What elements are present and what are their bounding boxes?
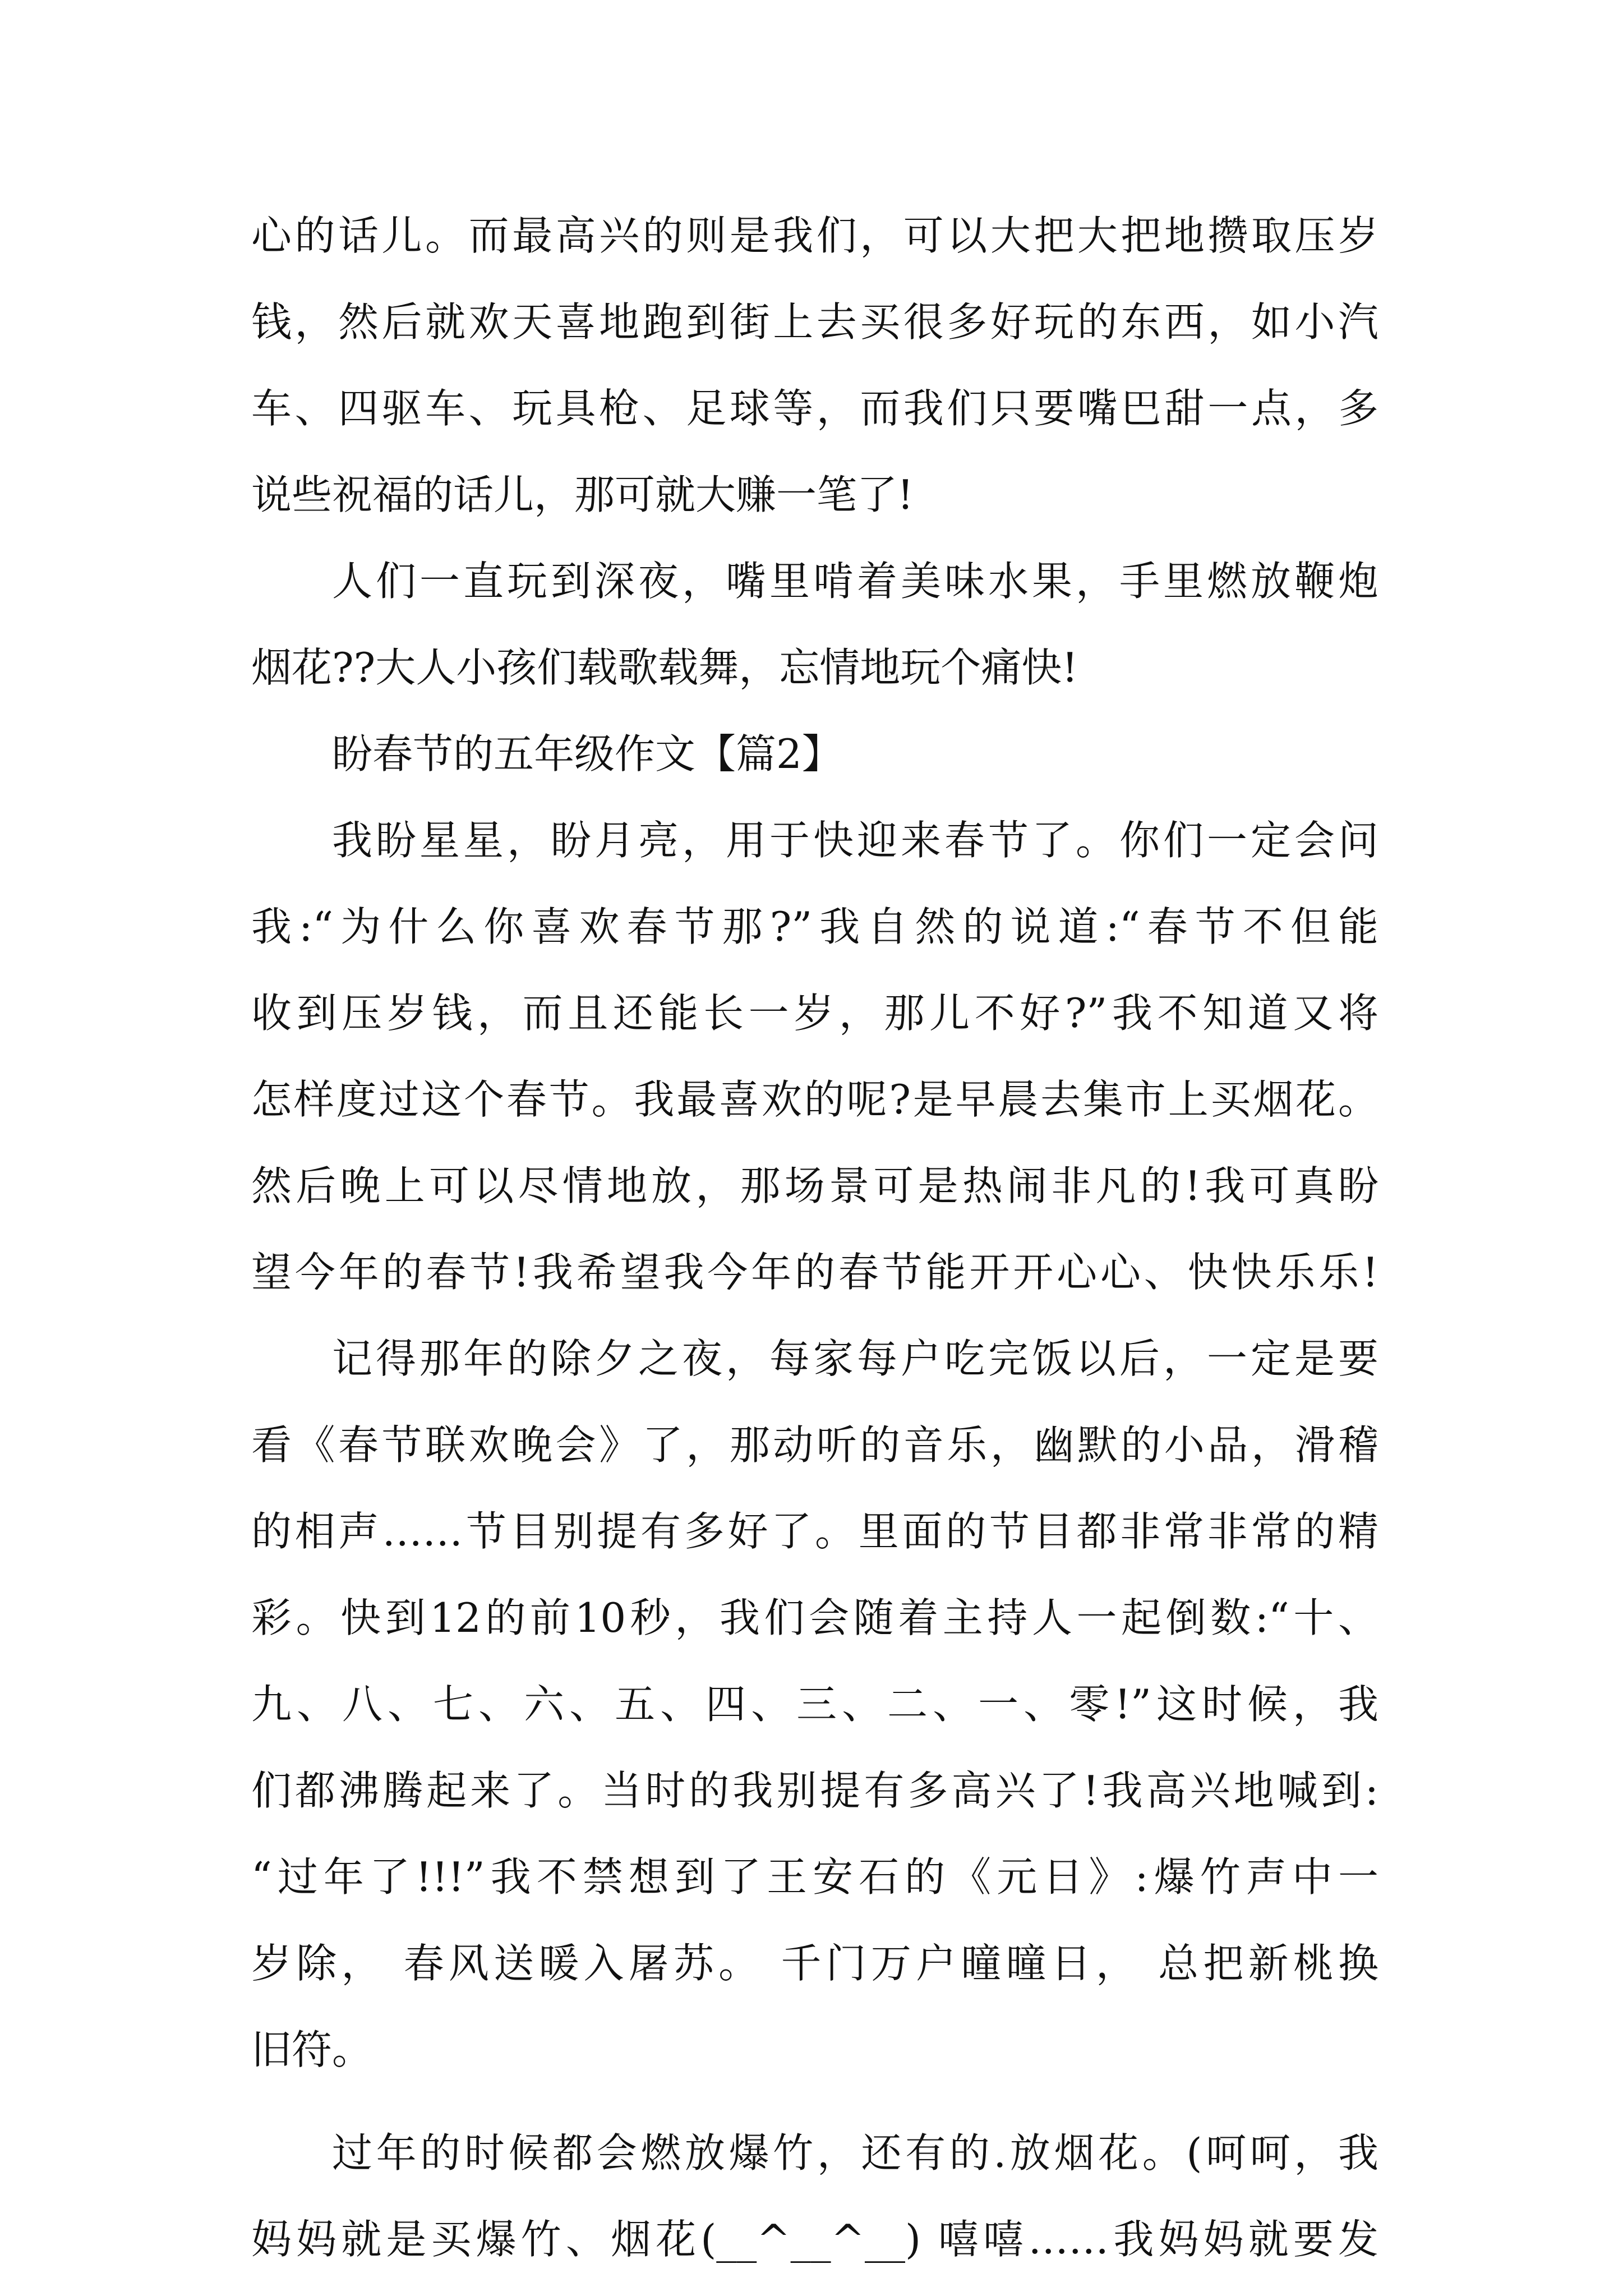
text-line: 看《春节联欢晚会》了，那动听的音乐，幽默的小品，滑稽	[251, 1421, 1378, 1469]
text-line: 过年的时候都会燃放爆竹，还有的.放烟花。(呵呵，我	[332, 2129, 1378, 2177]
text-line: 车、四驱车、玩具枪、足球等，而我们只要嘴巴甜一点，多	[251, 385, 1378, 432]
text-line: 的相声……节目别提有多好了。里面的节目都非常非常的精	[251, 1508, 1378, 1555]
text-line: 人们一直玩到深夜，嘴里啃着美味水果，手里燃放鞭炮	[332, 558, 1378, 605]
text-line: 岁除， 春风送暖入屠苏。 千门万户曈曈日， 总把新桃换	[251, 1940, 1378, 1987]
text-line: 收到压岁钱，而且还能长一岁，那儿不好?”我不知道又将	[251, 990, 1378, 1037]
text-line: 我盼星星，盼月亮，用于快迎来春节了。你们一定会问	[332, 817, 1378, 864]
text-line: 旧符。	[251, 2026, 373, 2073]
text-line: 彩。快到12的前10秒，我们会随着主持人一起倒数:“十、	[251, 1594, 1378, 1641]
text-line: 心的话儿。而最高兴的则是我们，可以大把大把地攒取压岁	[251, 212, 1378, 259]
text-line: 说些祝福的话儿，那可就大赚一笔了!	[251, 471, 914, 518]
text-line: 望今年的春节!我希望我今年的春节能开开心心、快快乐乐!	[251, 1249, 1378, 1296]
text-line: 钱，然后就欢天喜地跑到街上去买很多好玩的东西，如小汽	[251, 298, 1378, 346]
text-line: 然后晚上可以尽情地放，那场景可是热闹非凡的!我可真盼	[251, 1162, 1378, 1209]
text-line: 记得那年的除夕之夜，每家每户吃完饭以后，一定是要	[332, 1335, 1378, 1382]
text-line: 九、八、七、六、五、四、三、二、一、零!”这时候，我	[251, 1681, 1378, 1728]
text-line: 怎样度过这个春节。我最喜欢的呢?是早晨去集市上买烟花。	[251, 1076, 1378, 1123]
text-line: 妈妈就是买爆竹、烟花(__^__^__) 嘻嘻……我妈妈就要发	[251, 2216, 1378, 2263]
text-line: 烟花??大人小孩们载歌载舞，忘情地玩个痛快!	[251, 644, 1078, 691]
text-line: “过年了!!!”我不禁想到了王安石的《元日》:爆竹声中一	[251, 1853, 1378, 1901]
section-heading: 盼春节的五年级作文【篇2】	[332, 730, 842, 777]
text-line: 们都沸腾起来了。当时的我别提有多高兴了!我高兴地喊到:	[251, 1767, 1378, 1814]
text-line: 我:“为什么你喜欢春节那?”我自然的说道:“春节不但能	[251, 903, 1378, 950]
